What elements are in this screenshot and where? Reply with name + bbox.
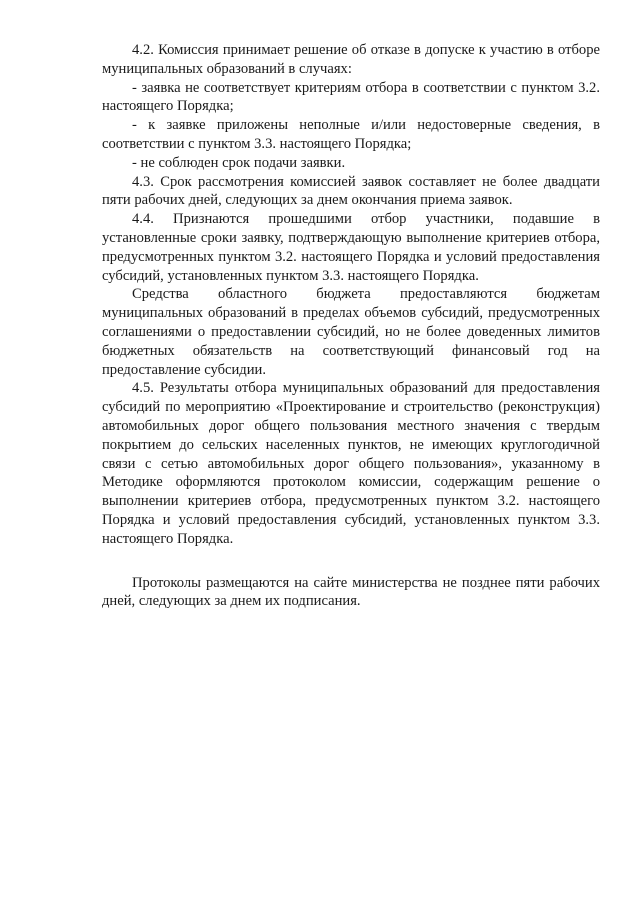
paragraph-budget-funds: Средства областного бюджета предоставляются бюджетам муниципальных образований в пределах объемов субсидий, предусмотренных соглашениями о предоставлении субсидий, но не более доведенных лимитов бюджетных обязательств на соответствующий финансовый год на предоставление субсидии. — [102, 286, 600, 378]
paragraph-4-2: 4.2. Комиссия принимает решение об отказе в допуске к участию в отборе муниципальных образований в случаях: — [102, 42, 600, 77]
paragraph-protocols: Протоколы размещаются на сайте министерства не позднее пяти рабочих дней, следующих за днем их подписания. — [102, 574, 600, 610]
spacer — [102, 549, 600, 574]
paragraph-4-4: 4.4. Признаются прошедшими отбор участники, подавшие в установленные сроки заявку, подтверждающую выполнение критериев отбора, предусмотренных пунктом 3.2. настоящего Порядка и условий предоставления субсидий, установленных пунктом 3.3. настоящего Порядка. — [102, 211, 600, 284]
paragraph-4-5: 4.5. Результаты отбора муниципальных образований для предоставления субсидий по мероприятию «Проектирование и строительство (реконструкция) автомобильных дорог общего пользования местного значения с твердым покрытием до сельских населенных пунктов, не имеющих круглогодичной связи с сетью автомобильных дорог общего пользования», указанному в Методике оформляются протоколом комиссии, содержащим решение о выполнении критериев отбора, предусмотренных пунктом 3.2. настоящего Порядка и условий предоставления субсидий, установленных пунктом 3.3. настоящего Порядка. — [102, 380, 600, 547]
list-item-incomplete-info: - к заявке приложены неполные и/или недостоверные сведения, в соответствии с пунктом 3.3. настоящего Порядка; — [102, 117, 600, 152]
paragraph-4-3: 4.3. Срок рассмотрения комиссией заявок составляет не более двадцати пяти рабочих дней, следующих за днем окончания приема заявок. — [102, 173, 600, 209]
document-body — [102, 41, 600, 611]
list-item-deadline: - не соблюден срок подачи заявки. — [132, 154, 346, 171]
list-item-criteria: - заявка не соответствует критериям отбора в соответствии с пунктом 3.2. настоящего Порядка; — [102, 79, 600, 115]
